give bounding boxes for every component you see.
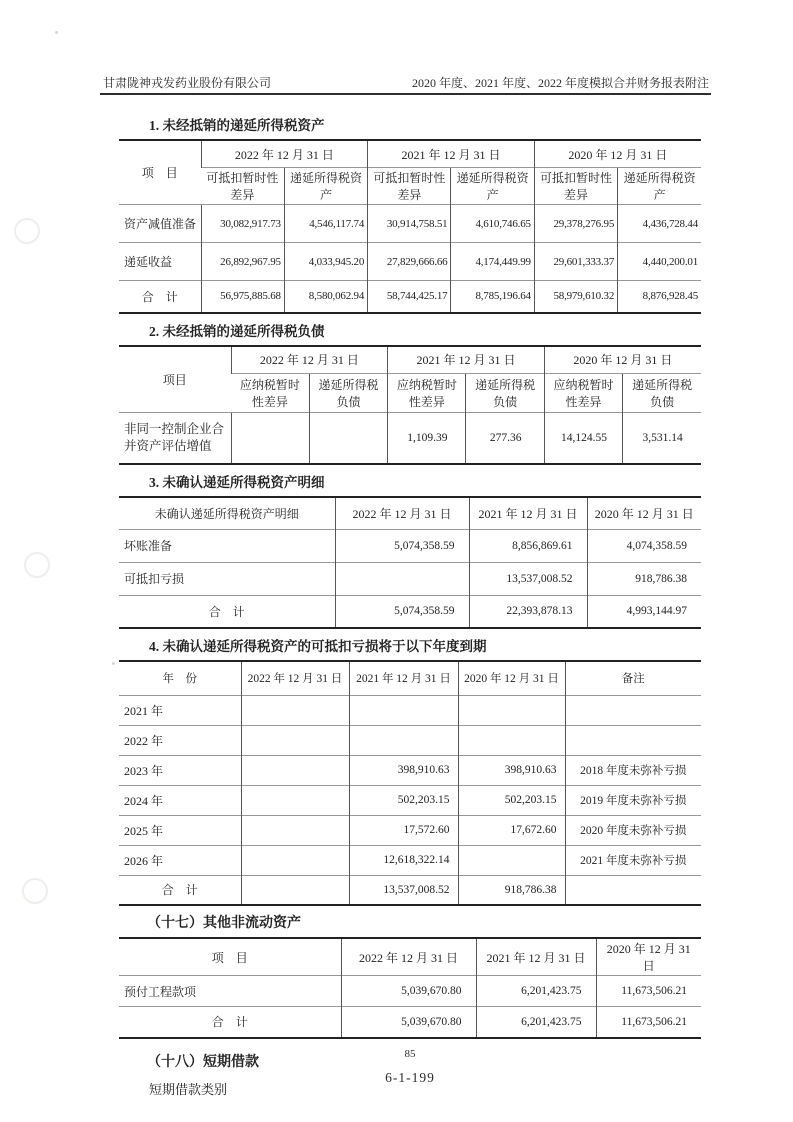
- page-header: [103, 74, 709, 91]
- other-noncurrent-assets-table: [119, 937, 701, 1039]
- note-cell: 2018 年度未弥补亏损: [565, 755, 701, 785]
- value-cell: 17,572.60: [349, 815, 458, 845]
- column-header-date: 2020 年 12 月 31 日: [587, 497, 701, 529]
- value-cell: [241, 725, 349, 755]
- row-label: 2024 年: [119, 785, 241, 815]
- value-cell: 4,546,117.74: [284, 205, 367, 243]
- value-cell: 4,174,449.99: [451, 243, 534, 281]
- section-title-17: （十七）其他非流动资产: [147, 916, 301, 931]
- table-row: [119, 785, 701, 815]
- table-total-row: [119, 1007, 701, 1038]
- value-cell: 918,786.38: [458, 875, 565, 905]
- row-label: 2025 年: [119, 815, 241, 845]
- value-cell: [309, 412, 387, 464]
- value-cell: 4,440,200.01: [618, 243, 701, 281]
- row-label: 合 计: [119, 875, 241, 905]
- value-cell: [349, 725, 458, 755]
- column-header: 项 目: [119, 140, 201, 205]
- column-header-date: 2021 年 12 月 31 日: [388, 346, 545, 374]
- value-cell: 26,892,967.95: [201, 243, 284, 281]
- scan-artifact: [24, 552, 50, 578]
- table-total-row: [119, 595, 701, 628]
- table-header-row: [119, 140, 701, 168]
- value-cell: [241, 815, 349, 845]
- value-cell: 398,910.63: [458, 755, 565, 785]
- value-cell: 30,082,917.73: [201, 205, 284, 243]
- column-header: 项目: [119, 346, 231, 413]
- value-cell: 5,074,358.59: [335, 529, 469, 562]
- column-subheader: 递延所得税资产: [284, 168, 367, 205]
- note-cell: [565, 875, 701, 905]
- table-row: [119, 845, 701, 875]
- column-header-date: 2021 年 12 月 31 日: [349, 661, 458, 695]
- scan-artifact: [14, 218, 40, 244]
- value-cell: 5,039,670.80: [341, 976, 476, 1007]
- value-cell: 13,537,008.52: [469, 562, 587, 595]
- table-row: [119, 243, 701, 281]
- column-header-date: 2021 年 12 月 31 日: [368, 140, 535, 168]
- table-row: [119, 815, 701, 845]
- column-header-date: 2022 年 12 月 31 日: [201, 140, 368, 168]
- column-header-date: 2020 年 12 月 31 日: [534, 140, 701, 168]
- table-total-row: [119, 281, 701, 313]
- value-cell: [349, 695, 458, 725]
- report-title: 2020 年度、2021 年度、2022 年度模拟合并财务报表附注: [411, 76, 709, 90]
- column-subheader: 可抵扣暂时性差异: [368, 168, 451, 205]
- note-cell: [565, 725, 701, 755]
- unrecognized-dta-table: [119, 496, 701, 629]
- value-cell: 8,876,928.45: [618, 281, 701, 313]
- value-cell: 11,673,506.21: [596, 1007, 701, 1038]
- table-header-row: [119, 497, 701, 529]
- value-cell: 4,033,945.20: [284, 243, 367, 281]
- row-label: 合 计: [119, 595, 335, 628]
- value-cell: 11,673,506.21: [596, 976, 701, 1007]
- value-cell: 277.36: [466, 412, 544, 464]
- table-total-row: [119, 875, 701, 905]
- value-cell: 918,786.38: [587, 562, 701, 595]
- section-title-3: 3. 未确认递延所得税资产明细: [149, 475, 325, 490]
- column-header-date: 2022 年 12 月 31 日: [241, 661, 349, 695]
- document-code: 6-1-199: [385, 1070, 435, 1085]
- header-rule: [100, 93, 711, 95]
- column-header-date: 2021 年 12 月 31 日: [476, 938, 596, 976]
- column-subheader: 应纳税暂时性差异: [388, 373, 466, 412]
- value-cell: 502,203.15: [349, 785, 458, 815]
- value-cell: [458, 725, 565, 755]
- value-cell: 6,201,423.75: [476, 976, 596, 1007]
- deferred-tax-assets-table: [119, 139, 701, 314]
- value-cell: 502,203.15: [458, 785, 565, 815]
- column-header-date: 2022 年 12 月 31 日: [231, 346, 388, 374]
- row-label: 非同一控制企业合并资产评估增值: [119, 412, 231, 464]
- value-cell: 6,201,423.75: [476, 1007, 596, 1038]
- column-header-date: 2020 年 12 月 31 日: [596, 938, 701, 976]
- value-cell: 4,610,746.65: [451, 205, 534, 243]
- note-cell: 2021 年度未弥补亏损: [565, 845, 701, 875]
- table-row: [119, 755, 701, 785]
- value-cell: [241, 845, 349, 875]
- row-label: 可抵扣亏损: [119, 562, 335, 595]
- row-label: 合 计: [119, 281, 201, 313]
- value-cell: 58,979,610.32: [534, 281, 617, 313]
- column-header-date: 2020 年 12 月 31 日: [458, 661, 565, 695]
- section-title-18: （十八）短期借款: [147, 1054, 259, 1070]
- note-cell: 2020 年度未弥补亏损: [565, 815, 701, 845]
- value-cell: 58,744,425.17: [368, 281, 451, 313]
- column-header: 未确认递延所得税资产明细: [119, 497, 335, 529]
- column-header: 项 目: [119, 938, 341, 976]
- value-cell: 56,975,885.68: [201, 281, 284, 313]
- scan-artifact: [112, 662, 115, 665]
- section-title-1: 1. 未经抵销的递延所得税资产: [149, 118, 325, 133]
- row-label: 2023 年: [119, 755, 241, 785]
- column-subheader: 应纳税暂时性差异: [231, 373, 309, 412]
- column-header: 年 份: [119, 661, 241, 695]
- value-cell: 8,785,196.64: [451, 281, 534, 313]
- page-number: 85: [404, 1048, 416, 1060]
- value-cell: [458, 695, 565, 725]
- scan-artifact: [55, 31, 58, 34]
- value-cell: 3,531.14: [623, 412, 701, 464]
- value-cell: 12,618,322.14: [349, 845, 458, 875]
- value-cell: 22,393,878.13: [469, 595, 587, 628]
- value-cell: 27,829,666.66: [368, 243, 451, 281]
- row-label: 资产减值准备: [119, 205, 201, 243]
- column-subheader: 递延所得税负债: [466, 373, 544, 412]
- value-cell: 14,124.55: [544, 412, 622, 464]
- table-subheader-row: [119, 168, 701, 205]
- row-label: 预付工程款项: [119, 976, 341, 1007]
- section-title-4: 4. 未确认递延所得税资产的可抵扣亏损将于以下年度到期: [149, 639, 487, 654]
- value-cell: [241, 695, 349, 725]
- value-cell: 5,074,358.59: [335, 595, 469, 628]
- section-title-2: 2. 未经抵销的递延所得税负债: [149, 323, 325, 339]
- deferred-tax-liabilities-table: [119, 345, 701, 466]
- table-row: [119, 725, 701, 755]
- column-header-date: 2020 年 12 月 31 日: [544, 346, 701, 374]
- value-cell: 17,672.60: [458, 815, 565, 845]
- table-header-row: [119, 346, 701, 374]
- row-label: 坏账准备: [119, 529, 335, 562]
- column-header: 备注: [565, 661, 701, 695]
- row-label: 2022 年: [119, 725, 241, 755]
- value-cell: 8,580,062.94: [284, 281, 367, 313]
- row-label: 递延收益: [119, 243, 201, 281]
- value-cell: 29,601,333.37: [534, 243, 617, 281]
- value-cell: 13,537,008.52: [349, 875, 458, 905]
- column-subheader: 递延所得税资产: [451, 168, 534, 205]
- value-cell: [241, 785, 349, 815]
- short-term-borrowings-subtitle: 短期借款类别: [149, 1081, 228, 1097]
- note-cell: 2019 年度未弥补亏损: [565, 785, 701, 815]
- table-row: [119, 412, 701, 464]
- value-cell: 1,109.39: [388, 412, 466, 464]
- column-subheader: 可抵扣暂时性差异: [201, 168, 284, 205]
- value-cell: 5,039,670.80: [341, 1007, 476, 1038]
- value-cell: 30,914,758.51: [368, 205, 451, 243]
- column-header-date: 2022 年 12 月 31 日: [335, 497, 469, 529]
- value-cell: 8,856,869.61: [469, 529, 587, 562]
- table-header-row: [119, 661, 701, 695]
- table-row: [119, 976, 701, 1007]
- row-label: 2026 年: [119, 845, 241, 875]
- value-cell: 4,074,358.59: [587, 529, 701, 562]
- column-header-date: 2022 年 12 月 31 日: [341, 938, 476, 976]
- value-cell: [241, 875, 349, 905]
- company-name: 甘肃陇神戎发药业股份有限公司: [103, 76, 272, 90]
- table-row: [119, 529, 701, 562]
- column-header-date: 2021 年 12 月 31 日: [469, 497, 587, 529]
- column-subheader: 递延所得税负债: [309, 373, 387, 412]
- table-row: [119, 562, 701, 595]
- page-content: [119, 108, 701, 1098]
- value-cell: 4,436,728.44: [618, 205, 701, 243]
- column-subheader: 应纳税暂时性差异: [544, 373, 622, 412]
- row-label: 2021 年: [119, 695, 241, 725]
- row-label: 合 计: [119, 1007, 341, 1038]
- value-cell: 4,993,144.97: [587, 595, 701, 628]
- column-subheader: 递延所得税资产: [618, 168, 701, 205]
- column-subheader: 可抵扣暂时性差异: [534, 168, 617, 205]
- value-cell: [231, 412, 309, 464]
- scan-artifact: [22, 878, 48, 904]
- table-header-row: [119, 938, 701, 976]
- value-cell: [335, 562, 469, 595]
- value-cell: [458, 845, 565, 875]
- value-cell: 29,378,276.95: [534, 205, 617, 243]
- table-row: [119, 695, 701, 725]
- value-cell: [241, 755, 349, 785]
- column-subheader: 递延所得税负债: [623, 373, 701, 412]
- table-row: [119, 205, 701, 243]
- deductible-losses-table: [119, 660, 701, 906]
- note-cell: [565, 695, 701, 725]
- value-cell: 398,910.63: [349, 755, 458, 785]
